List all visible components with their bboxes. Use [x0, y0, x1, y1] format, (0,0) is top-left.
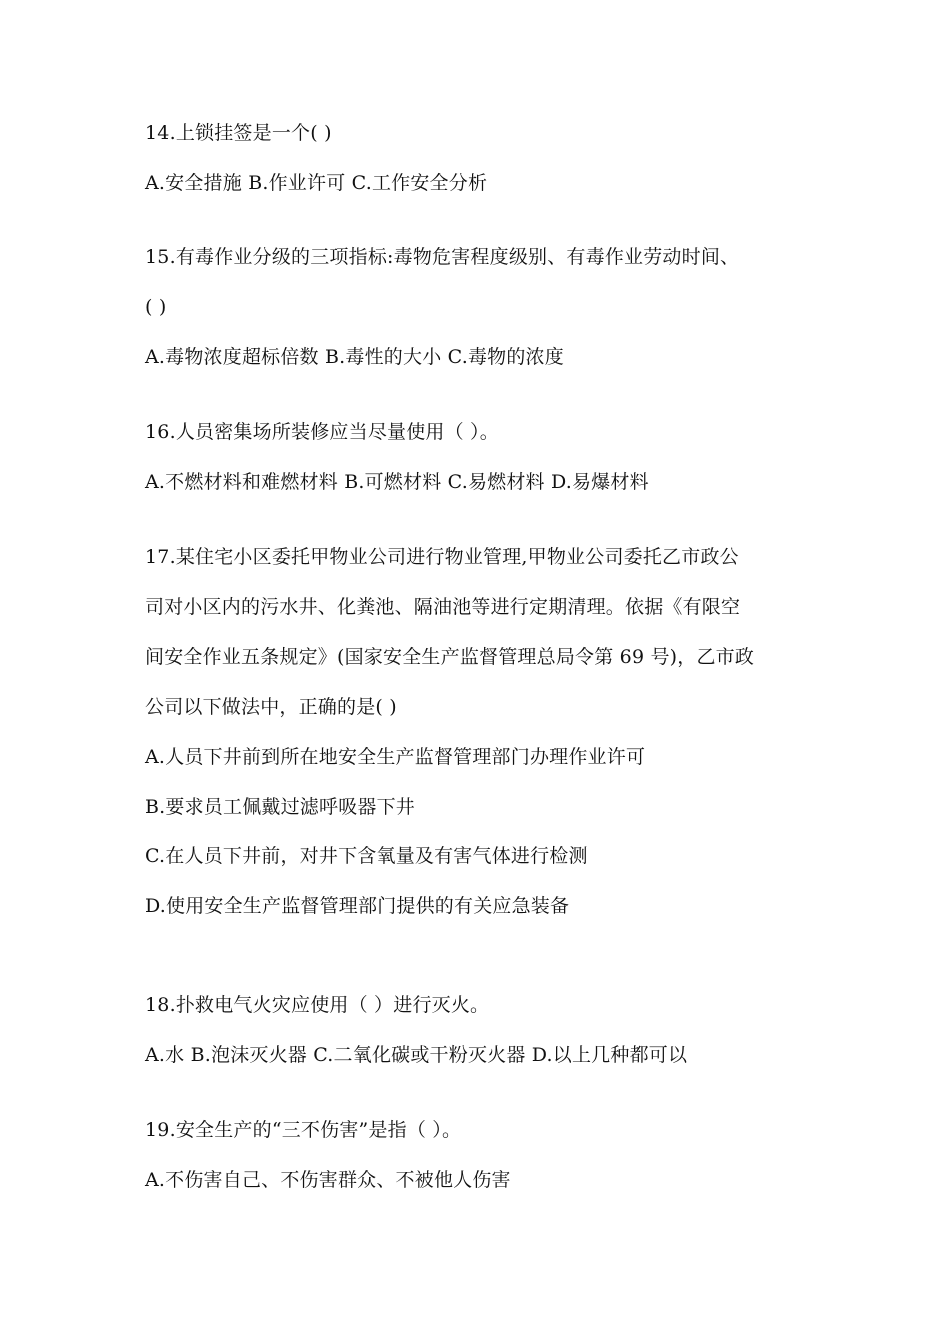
question-17-stem-line-4: 公司以下做法中，正确的是( ) — [145, 696, 397, 718]
question-17-stem-line-1: 17.某住宅小区委托甲物业公司进行物业管理,甲物业公司委托乙市政公 — [145, 546, 739, 568]
question-18-options: A.水 B.泡沫灭火器 C.二氧化碳或干粉灭火器 D.以上几种都可以 — [145, 1044, 688, 1066]
question-15-options: A.毒物浓度超标倍数 B.毒性的大小 C.毒物的浓度 — [145, 346, 564, 368]
question-17-stem-line-2: 司对小区内的污水井、化粪池、隔油池等进行定期清理。依据《有限空 — [145, 596, 741, 618]
question-15-stem-line-1: 15.有毒作业分级的三项指标:毒物危害程度级别、有毒作业劳动时间、 — [145, 246, 740, 268]
question-16-options: A.不燃材料和难燃材料 B.可燃材料 C.易燃材料 D.易爆材料 — [145, 471, 649, 493]
question-14-stem: 14.上锁挂签是一个( ) — [145, 122, 332, 144]
question-19-stem: 19.安全生产的“三不伤害”是指（ ）。 — [145, 1119, 462, 1141]
question-16-stem: 16.人员密集场所装修应当尽量使用（ ）。 — [145, 421, 499, 443]
question-19-options: A.不伤害自己、不伤害群众、不被他人伤害 — [145, 1169, 511, 1191]
question-14-options: A.安全措施 B.作业许可 C.工作安全分析 — [145, 172, 488, 194]
question-18-stem: 18.扑救电气火灾应使用（ ）进行灭火。 — [145, 994, 490, 1016]
question-17-option-d: D.使用安全生产监督管理部门提供的有关应急装备 — [145, 895, 570, 917]
question-17-option-b: B.要求员工佩戴过滤呼吸器下井 — [145, 796, 416, 818]
question-17-option-c: C.在人员下井前，对井下含氧量及有害气体进行检测 — [145, 845, 588, 867]
question-17-option-a: A.人员下井前到所在地安全生产监督管理部门办理作业许可 — [145, 746, 646, 768]
question-17-stem-line-3: 间安全作业五条规定》(国家安全生产监督管理总局令第 69 号)，乙市政 — [145, 646, 755, 668]
question-15-stem-line-2: ( ) — [145, 296, 167, 318]
